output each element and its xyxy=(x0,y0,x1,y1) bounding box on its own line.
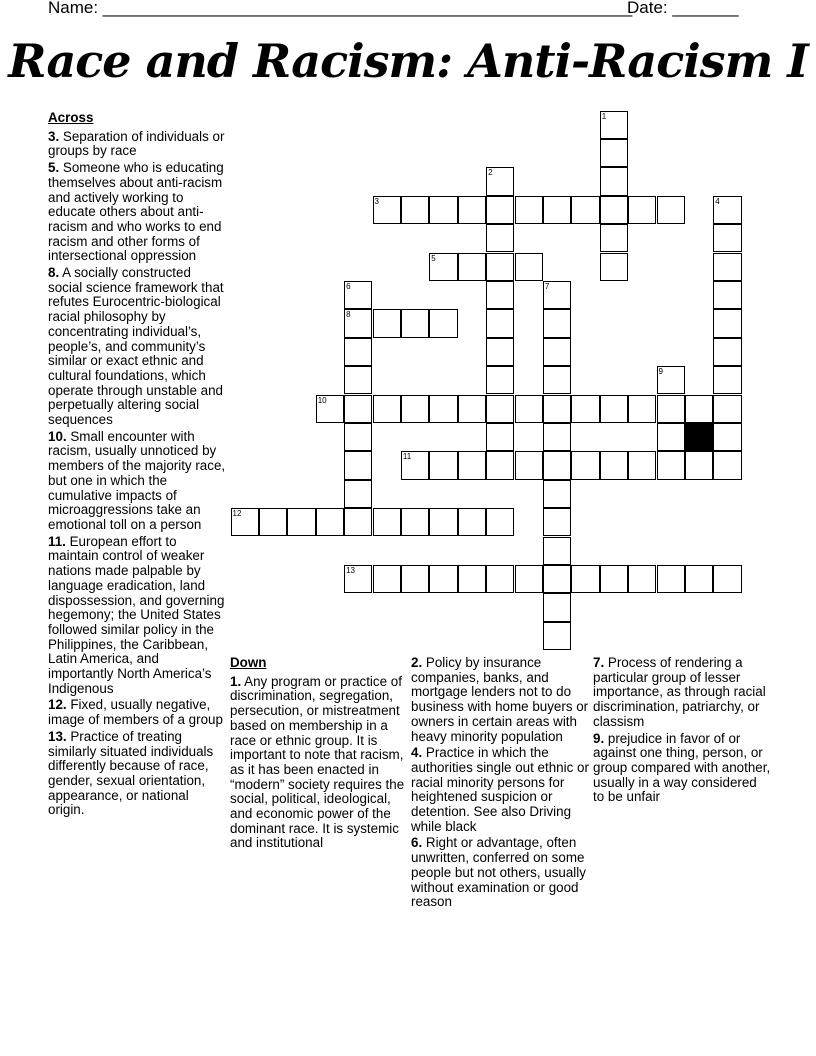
clue-text: Practice in which the authorities single out ethnic or racial minority persons for heightened suspicion or detention. See also Driving while black xyxy=(411,745,589,834)
grid-cell[interactable] xyxy=(486,309,514,337)
grid-cell[interactable] xyxy=(543,480,571,508)
grid-cell[interactable] xyxy=(429,196,457,224)
clue-text: European effort to maintain control of weaker nations made palpable by language eradication, land dispossession, and governing hegemony; the United States followed similar policy in the Philippines, the Caribbean, Latin America, and importantly North America’s Indigenous xyxy=(48,533,225,696)
grid-cell[interactable] xyxy=(628,565,656,593)
clue-text: A socially constructed social science framework that refutes Eurocentric-biological racial philosophy by concentrating individual’s, people’s, and community’s similar or exact ethnic and cultural foundations, which operate through unstable and perpetually altering social sequences xyxy=(48,265,224,428)
clue-number: 1. xyxy=(230,673,242,689)
grid-cell[interactable] xyxy=(316,508,344,536)
grid-cell[interactable] xyxy=(486,338,514,366)
grid-cell[interactable] xyxy=(600,224,628,252)
across-clue xyxy=(48,730,226,818)
grid-cell[interactable] xyxy=(713,224,741,252)
grid-cell[interactable] xyxy=(685,565,713,593)
cell-number: 4 xyxy=(715,196,720,206)
grid-cell[interactable] xyxy=(373,309,401,337)
grid-cell[interactable] xyxy=(543,196,571,224)
down-list-col1 xyxy=(230,675,408,851)
grid-cell[interactable] xyxy=(657,196,685,224)
clue-text: Policy by insurance companies, banks, and mortgage lenders not to do business with home buyers or owners in certain areas with heavy minority population xyxy=(411,655,589,744)
down-list-col2 xyxy=(411,656,589,910)
grid-cell[interactable] xyxy=(600,196,628,224)
cell-number: 10 xyxy=(317,395,327,405)
clue-text: Any program or practice of discrimination, segregation, persecution, or mistreatment based on membership in a race or ethnic group. It is important to note that racism, as it has been enacted in “modern” society requires the social, political, ideological, and economic power of the dominant race. It is systemic and institutional xyxy=(230,673,405,851)
grid-cell[interactable] xyxy=(458,508,486,536)
grid-cell[interactable] xyxy=(628,196,656,224)
grid-cell[interactable] xyxy=(515,395,543,423)
grid-cell[interactable] xyxy=(458,451,486,479)
grid-cell[interactable] xyxy=(543,309,571,337)
page-title: Race and Racism: Anti-Racism I xyxy=(8,34,808,88)
grid-cell[interactable] xyxy=(401,395,429,423)
clue-text: Practice of treating similarly situated individuals differently because of race, gender, sexual orientation, appearance, or national origin. xyxy=(48,728,214,818)
grid-cell[interactable] xyxy=(600,395,628,423)
grid-cell[interactable] xyxy=(429,565,457,593)
grid-cell[interactable] xyxy=(486,508,514,536)
cell-number: 3 xyxy=(374,196,379,206)
grid-cell[interactable] xyxy=(543,366,571,394)
clue-number: 2. xyxy=(411,655,423,670)
across-clue xyxy=(48,266,226,428)
grid-cell[interactable] xyxy=(543,338,571,366)
cell-number: 12 xyxy=(232,509,242,519)
grid-cell[interactable] xyxy=(486,366,514,394)
grid-cell[interactable] xyxy=(486,395,514,423)
clue-text: Right or advantage, often unwritten, conferred on some people but not others, usually without examination or good reason xyxy=(411,835,586,910)
across-clue xyxy=(48,535,226,697)
cell-number: 7 xyxy=(544,281,550,291)
down-clue xyxy=(411,836,589,910)
grid-cell[interactable] xyxy=(571,451,599,479)
grid-cell[interactable] xyxy=(373,508,401,536)
grid-cell[interactable] xyxy=(713,565,741,593)
grid-cell[interactable] xyxy=(401,508,429,536)
down-clue xyxy=(230,675,408,851)
grid-cell[interactable] xyxy=(458,196,486,224)
clue-number: 13. xyxy=(48,728,67,744)
across-clues xyxy=(48,111,226,820)
clue-number: 5. xyxy=(48,160,60,176)
grid-cell[interactable] xyxy=(486,451,514,479)
grid-cell[interactable] xyxy=(373,395,401,423)
grid-cell[interactable] xyxy=(543,423,571,451)
grid-cell[interactable] xyxy=(657,451,685,479)
down-clues-col2 xyxy=(411,656,589,912)
grid-cell[interactable] xyxy=(600,565,628,593)
grid-cell[interactable] xyxy=(486,224,514,252)
across-clue xyxy=(48,430,226,533)
grid-cell[interactable] xyxy=(344,480,372,508)
clue-number: 10. xyxy=(48,428,67,444)
cell-number: 5 xyxy=(431,253,436,263)
grid-cell[interactable] xyxy=(543,451,571,479)
grid-cell[interactable] xyxy=(344,366,372,394)
clue-number: 8. xyxy=(48,265,60,281)
grid-cell[interactable] xyxy=(287,508,315,536)
cell-number: 13 xyxy=(346,565,355,575)
clue-text: prejudice in favor of or against one thing, person, or group compared with another, usually in a way considered to be unfair xyxy=(593,730,771,805)
cell-number: 11 xyxy=(402,452,412,462)
grid-cell[interactable] xyxy=(401,309,429,337)
grid-cell[interactable] xyxy=(713,309,741,337)
grid-cell[interactable] xyxy=(543,508,571,536)
grid-cell[interactable] xyxy=(373,565,401,593)
grid-cell[interactable] xyxy=(458,395,486,423)
down-clue xyxy=(411,746,589,834)
grid-cell[interactable] xyxy=(344,508,372,536)
grid-cell[interactable] xyxy=(600,167,628,195)
grid-cell[interactable] xyxy=(657,423,685,451)
grid-cell[interactable] xyxy=(344,423,372,451)
grid-cell[interactable] xyxy=(657,565,685,593)
across-heading: Across xyxy=(48,110,94,125)
grid-cell[interactable] xyxy=(429,309,457,337)
grid-cell[interactable] xyxy=(486,281,514,309)
grid-cell[interactable] xyxy=(543,622,571,650)
clue-text: Separation of individuals or groups by race xyxy=(48,128,225,159)
grid-cell[interactable] xyxy=(713,253,741,281)
clue-text: Fixed, usually negative, image of members of a group xyxy=(48,697,223,728)
grid-cell[interactable] xyxy=(515,451,543,479)
cell-number: 9 xyxy=(658,367,663,377)
clue-text: Small encounter with racism, usually unnoticed by members of the majority race, but one in which the cumulative impacts of microaggressions take an emotional toll on a person xyxy=(48,428,226,532)
grid-cell[interactable] xyxy=(685,451,713,479)
clue-number: 12. xyxy=(48,697,67,713)
grid-cell[interactable] xyxy=(429,395,457,423)
down-list-col3 xyxy=(593,656,771,805)
clue-text: Someone who is educating themselves about anti-racism and actively working to educate others about anti-racism and who works to end racism and other forms of intersectional oppression xyxy=(48,160,224,264)
grid-cell[interactable] xyxy=(713,281,741,309)
grid-cell[interactable] xyxy=(600,451,628,479)
clue-number: 6. xyxy=(411,835,423,851)
grid-cell[interactable] xyxy=(628,451,656,479)
grid-cell[interactable] xyxy=(486,253,514,281)
grid-cell[interactable] xyxy=(713,451,741,479)
grid-cell[interactable] xyxy=(458,565,486,593)
clue-text: Process of rendering a particular group of lesser importance, as through racial discrimination, patriarchy, or classism xyxy=(593,655,766,729)
down-clue xyxy=(411,656,589,744)
blocked-cell xyxy=(685,423,713,451)
grid-cell[interactable] xyxy=(344,451,372,479)
grid-cell[interactable] xyxy=(401,196,429,224)
grid-cell[interactable] xyxy=(486,196,514,224)
grid-cell[interactable] xyxy=(515,565,543,593)
clue-number: 4. xyxy=(411,745,423,761)
grid-cell[interactable] xyxy=(543,593,571,621)
down-heading: Down xyxy=(230,655,267,670)
cell-number: 2 xyxy=(488,168,493,178)
grid-cell[interactable] xyxy=(515,253,543,281)
name-field[interactable]: Name: ________________________________________________________ xyxy=(48,0,633,17)
clue-number: 7. xyxy=(593,655,605,670)
grid-cell[interactable] xyxy=(458,253,486,281)
grid-cell[interactable] xyxy=(713,338,741,366)
clue-number: 3. xyxy=(48,128,60,144)
grid-cell[interactable] xyxy=(515,196,543,224)
cell-number: 6 xyxy=(346,281,351,291)
grid-cell[interactable] xyxy=(628,395,656,423)
down-clues-col1 xyxy=(230,656,408,853)
grid-cell[interactable] xyxy=(429,451,457,479)
grid-cell[interactable] xyxy=(401,565,429,593)
grid-cell[interactable] xyxy=(259,508,287,536)
grid-cell[interactable] xyxy=(713,395,741,423)
across-clue xyxy=(48,130,226,159)
grid-cell[interactable] xyxy=(600,139,628,167)
grid-cell[interactable] xyxy=(571,395,599,423)
grid-cell[interactable] xyxy=(600,253,628,281)
grid-cell[interactable] xyxy=(344,338,372,366)
grid-cell[interactable] xyxy=(543,537,571,565)
across-list xyxy=(48,130,226,818)
cell-number: 1 xyxy=(601,111,607,121)
down-clue xyxy=(593,656,771,730)
grid-cell[interactable] xyxy=(543,565,571,593)
grid-cell[interactable] xyxy=(486,423,514,451)
down-clue xyxy=(593,732,771,806)
grid-cell[interactable] xyxy=(713,366,741,394)
across-clue xyxy=(48,161,226,264)
grid-cell[interactable] xyxy=(344,395,372,423)
grid-cell[interactable] xyxy=(571,565,599,593)
clue-number: 11. xyxy=(48,533,66,549)
grid-cell[interactable] xyxy=(486,565,514,593)
grid-cell[interactable] xyxy=(685,395,713,423)
grid-cell[interactable] xyxy=(429,508,457,536)
grid-cell[interactable] xyxy=(543,395,571,423)
grid-cell[interactable] xyxy=(571,196,599,224)
grid-cell[interactable] xyxy=(657,395,685,423)
clue-number: 9. xyxy=(593,730,605,746)
across-clue xyxy=(48,698,226,727)
grid-cell[interactable] xyxy=(713,423,741,451)
cell-number: 8 xyxy=(346,310,351,320)
down-clues-col3 xyxy=(593,656,771,807)
date-field[interactable]: Date: _______ xyxy=(627,0,739,17)
header xyxy=(48,0,768,18)
